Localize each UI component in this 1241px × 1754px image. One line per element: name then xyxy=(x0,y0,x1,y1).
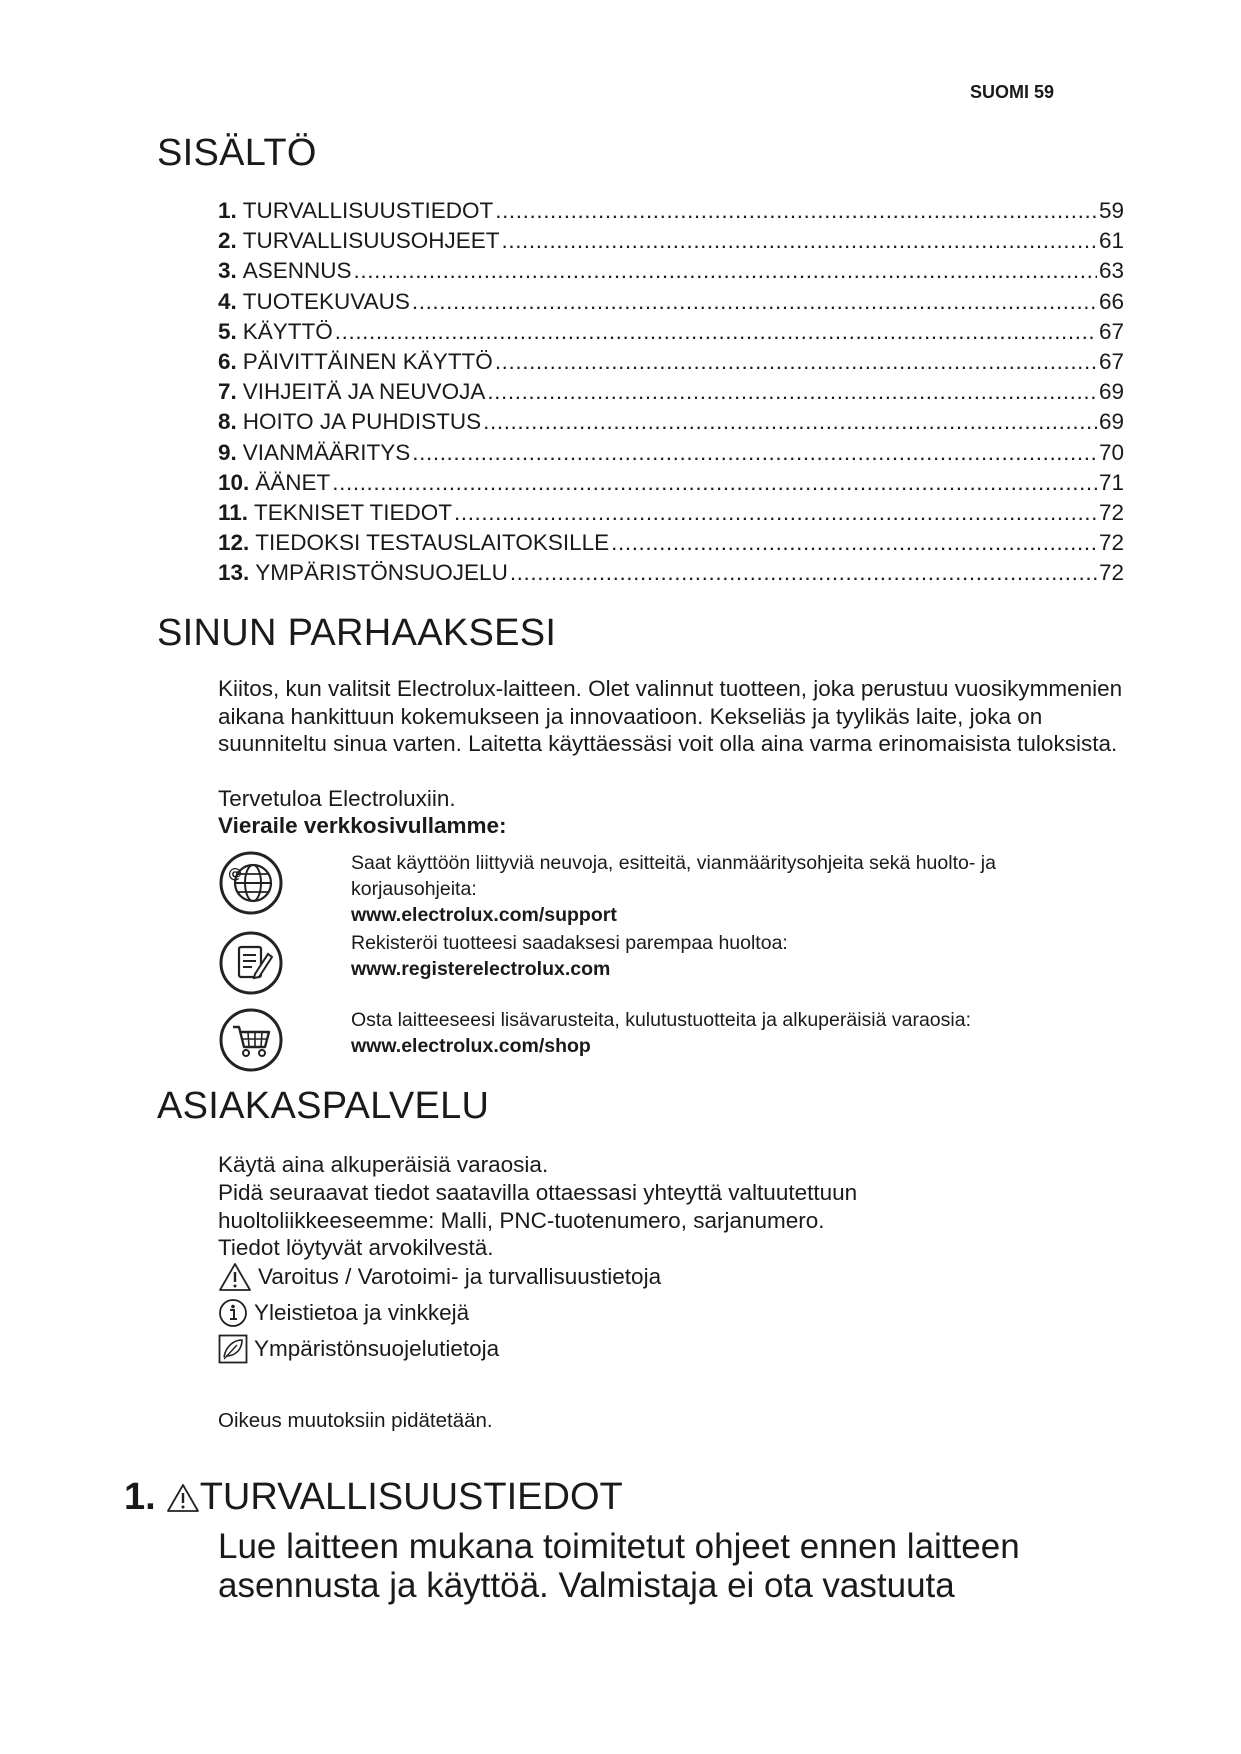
toc-leader-dots xyxy=(412,287,1097,317)
service-title: ASIAKASPALVELU xyxy=(157,1085,490,1127)
toc-item-number: 3. xyxy=(218,258,237,284)
register-link-url[interactable]: www.registerelectrolux.com xyxy=(351,958,611,980)
toc-item-label: ASENNUS xyxy=(242,258,352,284)
intro-paragraph: Kiitos, kun valitsit Electrolux-laitteen. Olet valinnut tuotteen, joka perustuu vuosikymmenien aikana hankittuun kokemukseen ja innovaatioon. Kekseliäs ja tyylikäs laite, joka on suunniteltu sinua varten. Laitetta käyttäessäsi voit olla aina varma erinomaisista tuloksista. xyxy=(218,676,1123,756)
toc-leader-dots xyxy=(502,226,1097,256)
toc-item[interactable] xyxy=(218,256,1124,286)
toc-item-label: KÄYTTÖ xyxy=(242,318,333,344)
toc-item-page: 67 xyxy=(1098,349,1124,375)
toc-item[interactable] xyxy=(218,558,1124,588)
toc-item[interactable] xyxy=(218,196,1124,226)
toc-item-page: 72 xyxy=(1098,500,1124,526)
toc-leader-dots xyxy=(354,256,1097,286)
toc-item-label: TURVALLISUUSOHJEET xyxy=(242,228,500,254)
legend-warning xyxy=(218,1262,661,1292)
toc-item-number: 11. xyxy=(218,500,249,526)
info-icon xyxy=(218,1298,248,1328)
toc-item-page: 72 xyxy=(1098,530,1124,556)
section-1-number: 1. xyxy=(124,1476,156,1518)
toc-item[interactable] xyxy=(218,498,1124,528)
toc-item-label: VIHJEITÄ JA NEUVOJA xyxy=(242,379,486,405)
toc-item-number: 9. xyxy=(218,439,237,465)
toc-item-label: TUOTEKUVAUS xyxy=(242,288,410,314)
toc-item-page: 63 xyxy=(1098,258,1124,284)
page-number: SUOMI 59 xyxy=(970,82,1055,102)
rights-note: Oikeus muutoksiin pidätetään. xyxy=(218,1409,493,1432)
toc-item-number: 6. xyxy=(218,349,237,375)
toc-title: SISÄLTÖ xyxy=(157,132,317,174)
warning-icon xyxy=(218,1262,252,1292)
svg-text:@: @ xyxy=(228,866,242,882)
leaf-icon xyxy=(218,1334,248,1364)
toc-item[interactable] xyxy=(218,468,1124,498)
globe-icon xyxy=(218,850,284,916)
toc-item-label: VIANMÄÄRITYS xyxy=(242,439,411,465)
table-of-contents xyxy=(218,196,1124,589)
support-link-desc: Saat käyttöön liittyviä neuvoja, esitteitä, vianmääritysohjeita sekä huolto- ja korjausohjeita: xyxy=(351,852,996,900)
toc-item-label: YMPÄRISTÖNSUOJELU xyxy=(255,560,508,586)
toc-item-page: 69 xyxy=(1098,409,1124,435)
toc-leader-dots xyxy=(454,498,1097,528)
toc-item-number: 12. xyxy=(218,530,250,556)
service-line-2: Pidä seuraavat tiedot saatavilla ottaessasi yhteyttä valtuutettuun huoltoliikkeeseemme: Malli, PNC-tuotenumero, sarjanumero. xyxy=(218,1180,858,1233)
toc-item[interactable] xyxy=(218,226,1124,256)
toc-item-page: 59 xyxy=(1098,198,1124,223)
legend-info xyxy=(218,1298,469,1328)
support-link-url[interactable]: www.electrolux.com/support xyxy=(351,904,617,926)
visit-label: Vieraile verkkosivullamme: xyxy=(218,813,507,838)
register-icon xyxy=(218,930,284,996)
toc-item[interactable] xyxy=(218,317,1124,347)
toc-item-number: 10. xyxy=(218,469,250,495)
toc-item-page: 71 xyxy=(1098,469,1124,495)
toc-item-page: 67 xyxy=(1098,318,1124,344)
service-line-3: Tiedot löytyvät arvokilvestä. xyxy=(218,1235,494,1260)
toc-item-page: 72 xyxy=(1098,560,1124,586)
toc-item[interactable] xyxy=(218,528,1124,558)
register-link-desc: Rekisteröi tuotteesi saadaksesi parempaa huoltoa: xyxy=(351,932,788,954)
section-1-text: Lue laitteen mukana toimitetut ohjeet ennen laitteen asennusta ja käyttöä. Valmistaja ei ota vastuuta xyxy=(218,1527,1020,1605)
toc-item[interactable] xyxy=(218,347,1124,377)
toc-item-page: 61 xyxy=(1098,228,1124,254)
toc-item-label: ÄÄNET xyxy=(255,469,331,495)
toc-leader-dots xyxy=(335,317,1097,347)
toc-item[interactable] xyxy=(218,287,1124,317)
toc-item-page: 70 xyxy=(1098,439,1124,465)
welcome-text: Tervetuloa Electroluxiin. xyxy=(218,786,456,811)
toc-item-number: 1. xyxy=(218,198,237,223)
shop-link-url[interactable]: www.electrolux.com/shop xyxy=(351,1035,591,1057)
toc-leader-dots xyxy=(495,347,1097,377)
toc-item-label: TEKNISET TIEDOT xyxy=(254,500,452,526)
section-1-heading xyxy=(124,1476,623,1519)
section-1-title: TURVALLISUUSTIEDOT xyxy=(199,1476,623,1518)
toc-item-label: TURVALLISUUSTIEDOT xyxy=(242,198,494,223)
shop-link-desc: Osta laitteeseesi lisävarusteita, kulutustuotteita ja alkuperäisiä varaosia: xyxy=(351,1009,971,1031)
legend-environment-text: Ympäristönsuojelutietoja xyxy=(254,1336,500,1361)
toc-item-label: PÄIVITTÄINEN KÄYTTÖ xyxy=(242,349,493,375)
warning-icon xyxy=(166,1483,200,1513)
toc-item-number: 8. xyxy=(218,409,237,435)
toc-item[interactable] xyxy=(218,407,1124,437)
toc-leader-dots xyxy=(412,438,1097,468)
toc-item-number: 13. xyxy=(218,560,250,586)
service-line-1: Käytä aina alkuperäisiä varaosia. xyxy=(218,1152,549,1177)
toc-item-number: 2. xyxy=(218,228,237,254)
toc-leader-dots xyxy=(611,528,1097,558)
toc-leader-dots xyxy=(510,558,1097,588)
toc-leader-dots xyxy=(332,468,1097,498)
toc-item-label: HOITO JA PUHDISTUS xyxy=(242,409,482,435)
intro-title: SINUN PARHAAKSESI xyxy=(157,612,557,654)
toc-leader-dots xyxy=(487,377,1097,407)
legend-warning-text: Varoitus / Varotoimi- ja turvallisuustietoja xyxy=(258,1264,662,1289)
toc-item[interactable] xyxy=(218,377,1124,407)
toc-item-page: 66 xyxy=(1098,288,1124,314)
toc-leader-dots xyxy=(483,407,1097,437)
cart-icon xyxy=(218,1007,284,1073)
toc-item-number: 4. xyxy=(218,288,237,314)
toc-item-page: 69 xyxy=(1098,379,1124,405)
legend-environment xyxy=(218,1334,499,1364)
legend-info-text: Yleistietoa ja vinkkejä xyxy=(254,1300,470,1325)
toc-item-number: 7. xyxy=(218,379,237,405)
toc-leader-dots xyxy=(495,196,1097,226)
toc-item[interactable] xyxy=(218,438,1124,468)
toc-item-label: TIEDOKSI TESTAUSLAITOKSILLE xyxy=(255,530,610,556)
toc-item-number: 5. xyxy=(218,318,237,344)
